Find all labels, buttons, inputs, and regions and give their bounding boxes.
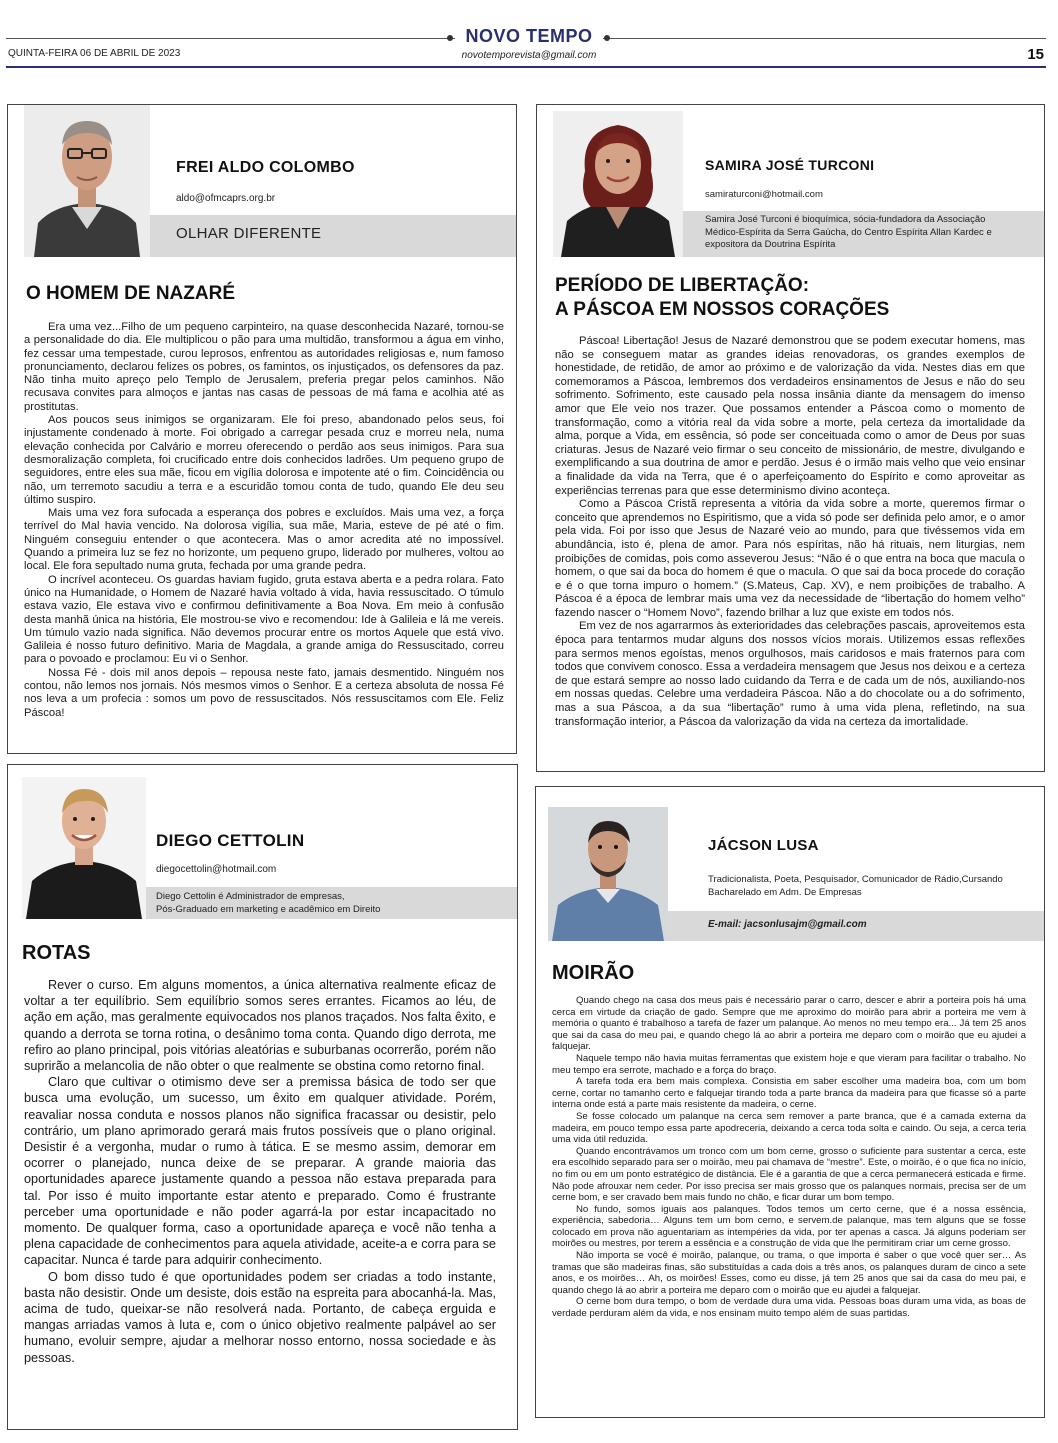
article-box-moirao bbox=[535, 786, 1045, 1418]
article-body bbox=[555, 335, 1025, 729]
author-email: E-mail: jacsonlusajm@gmail.com bbox=[708, 919, 867, 930]
portrait-icon bbox=[548, 807, 668, 941]
author-email: aldo@ofmcaprs.org.br bbox=[176, 193, 276, 204]
author-photo bbox=[22, 777, 146, 919]
article-body bbox=[24, 321, 504, 720]
paragraph: O bom disso tudo é que oportunidades podem ser criadas a todo instante, basta não desistir. Onde um desiste, dois estão na espreita para abocanhá-la. Mas, acima de tudo, queixar-se não resolverá nada. Portanto, de cabeça erguida e mangas arriadas vamos à luta e, com o único objetivo realmente palpável ao ser humano, evoluir sempre, ajudar a melhorar nosso entorno, nossa sociedade e às pessoas. bbox=[24, 1269, 496, 1365]
portrait-icon bbox=[22, 777, 146, 919]
portrait-icon bbox=[24, 105, 150, 257]
paragraph: No fundo, somos iguais aos palanques. Todos temos um certo cerne, que é a nossa essência, experiência, sabedoria… Alguns tem um bom cerno, e servem.de palanque, mas tem alguns que se fosse colocado em prova não aguentariam as intempéries da vida, por ter apenas a casca. Já alguns poderiam ser moirões ou mestres, por terem a essência e a construção de vida que lhe permitiram criar um cerne grosso. bbox=[552, 1203, 1026, 1250]
author-photo bbox=[553, 111, 683, 257]
column-name: OLHAR DIFERENTE bbox=[176, 225, 322, 242]
paragraph: O incrível aconteceu. Os guardas haviam fugido, gruta estava aberta e a pedra rolara. Fato único na Humanidade, o Homem de Nazaré havia voltado à vida, havia ressuscitado. O túmulo estava vazio, Ele estava vivo e confirmou definitivamente a Boa Nova. Em meio à confusão desta manhã única na história, Ele mostrou-se vivo e recomendou: Ide à Galileia e lá me vereis. Um túmulo vazio nada significa. Não devemos procurar entre os mortos Aquele que está vivo. Galileia é nosso futuro definitivo. Maria de Magdala, a grande amiga do Ressuscitado, correu para o povoado e proclamou: Eu vi o Senhor. bbox=[24, 573, 504, 666]
author-name: SAMIRA JOSÉ TURCONI bbox=[705, 157, 875, 173]
author-bio-line1: Diego Cettolin é Administrador de empresas, bbox=[156, 891, 345, 902]
paragraph: Naquele tempo não havia muitas ferramentas que existem hoje e que vieram para facilitar o trabalho. No meu tempo era serrote, machado e a força do braço. bbox=[552, 1052, 1026, 1076]
masthead bbox=[0, 0, 1058, 70]
author-bio: Tradicionalista, Poeta, Pesquisador, Comunicador de Rádio,Cursando Bacharelado em Adm. De Empresas bbox=[708, 874, 1003, 898]
paragraph: Quando chego na casa dos meus pais é necessário parar o carro, descer e abrir a porteira pois há uma cerca em virtude da criação de gado. Sempre que me aproximo do moirão para abrir a porteira me vem à memória o quanto é trabalhoso a tarefa de fazer um palanque. Ao menos no meu tempo era... Já tem 25 anos que sai da casa do meu pai, e quando chego lá ao abrir a porteira me deparo com o moirão que eu ajudei a falquejar. bbox=[552, 995, 1026, 1053]
paragraph: O cerne bom dura tempo, o bom de verdade dura uma vida. Pessoas boas duram uma vida, as boas de verdade perduram além da vida, e nos ensinam muito tempo além de suas partidas. bbox=[552, 1296, 1026, 1320]
article-box-periodo-de-libertacao bbox=[536, 104, 1045, 772]
newspaper-title: NOVO TEMPO bbox=[0, 26, 1058, 47]
paragraph: A tarefa toda era bem mais complexa. Consistia em saber escolher uma madeira boa, com um bom cerne, cortar no tamanho certo e falquejar tirando toda a parte branca da madeira para que ficasse só a parte interna onde está a parte mais resistente da madeira, o cerne. bbox=[552, 1076, 1026, 1111]
article-title: ROTAS bbox=[22, 942, 91, 964]
author-bio: Samira José Turconi é bioquímica, sócia-fundadora da Associação Médico-Espírita da Serra Gaúcha, do Centro Espírita Allan Kardec e expositora da Doutrina Espírita bbox=[705, 214, 992, 250]
masthead-rule-bottom bbox=[6, 66, 1046, 68]
article-title-line1: PERÍODO DE LIBERTAÇÃO: bbox=[555, 275, 810, 296]
newspaper-email: novotemporevista@gmail.com bbox=[461, 50, 597, 61]
page-number: 15 bbox=[1027, 46, 1044, 63]
paragraph: Se fosse colocado um palanque na cerca sem remover a parte branca, que é a camada externa da madeira, em pouco tempo essa parte apodreceria, deixando a cerca toda solta e caindo. Ou seja, a cerca teria uma vida útil reduzida. bbox=[552, 1110, 1026, 1146]
paragraph: Rever o curso. Em alguns momentos, a única alternativa realmente eficaz de voltar a ter equilíbrio. Sem equilíbrio somos seres errantes. Ficamos ao léu, de ação em ação, mas geralmente equivocados nos planos traçados. Nos falta êxito, e quando a derrota se torna rotina, o desânimo toma conta. Quando digo derrota, me refiro ao plano principal, pois vitórias aleatórias e suburbanas ocorrerão, porém não suprirão a melancolia de não obter o que realmente se obstina como retorno final. bbox=[24, 978, 496, 1074]
article-body bbox=[24, 977, 496, 1366]
author-photo bbox=[24, 105, 150, 257]
author-email: samiraturconi@hotmail.com bbox=[705, 189, 823, 200]
author-photo bbox=[548, 807, 668, 941]
author-name: DIEGO CETTOLIN bbox=[156, 831, 305, 850]
article-title: MOIRÃO bbox=[552, 962, 635, 984]
paragraph: Aos poucos seus inimigos se organizaram. Ele foi preso, abandonado pelos seus, foi injustamente condenado à morte. Foi obrigado a carregar pesada cruz e morreu nela, numa elevação conhecida por Calvário e morreu oferecendo o perdão aos seus inimigos. Para sua desmoralização completa, foi crucificado entre dois conhecidos ladrões. Um pequeno grupo de seguidores, entre eles sua mãe, ficou em vigília dolorosa e impotente até o fim. Coincidência ou não, um terremoto sacudiu a terra e a escuridão tomou conta de tudo, quando Ele deu seu último suspiro. bbox=[24, 414, 504, 506]
article-title: O HOMEM DE NAZARÉ bbox=[26, 283, 235, 304]
paragraph: Páscoa! Libertação! Jesus de Nazaré demonstrou que se podem executar homens, mas não se conseguem matar as grandes ideias renovadoras, os grandes exemplos de honestidade, de retidão, de amor ao próximo e de valorização da vida. Nestes dias em que comemoramos a Páscoa, lembremos dos verdadeiros ensinamentos de Jesus e não do seu sofrimento. Sofrimento, este causado pela nossa insânia diante da mensagem do imenso amor que Ele veio nos trazer. Que possamos entender a Páscoa como o momento de transformação, como a vitória real da vida sobre a morte, pela certeza da imortalidade da alma, porque a Vida, em essência, só pode ser conceituada como o amor de Deus por suas criaturas. Jesus de Nazaré veio firmar o seu conceito de missionário, de mestre, divulgando e exemplificando a sua doutrina de amor e perdão. Jesus é o irmão mais velho que veio ensinar a finalidade da vida na Terra, que é o aperfeiçoamento do Espírito e como aproveitar as experiências terrenas para que esse determinismo divino aconteça. bbox=[555, 335, 1025, 497]
issue-date: QUINTA-FEIRA 06 DE ABRIL DE 2023 bbox=[8, 48, 181, 59]
article-box-homem-de-nazare bbox=[7, 104, 517, 754]
portrait-icon bbox=[553, 111, 683, 257]
paragraph: Quando encontrávamos um tronco com um bom cerne, grosso o suficiente para sustentar a cerca, este era escolhido separado para ser o moirão, meu pai chamava de “mestre”. Este, o moirão, é o que fica no início, no fim ou em um ponto estratégico de distância. Ele é a garantia de que a cerca permanecerá esticada e firme. Não pode afrouxar nem ceder. Por isso precisa ser mais grosso que os palanques normais, precisa ser de um cerne bom, e ser cravado bem mais fundo no chão, e ficar durar um bom tempo. bbox=[552, 1145, 1026, 1204]
author-name: JÁCSON LUSA bbox=[708, 837, 819, 854]
article-body bbox=[552, 995, 1026, 1320]
article-title-line2: A PÁSCOA EM NOSSOS CORAÇÕES bbox=[555, 299, 890, 320]
paragraph: Claro que cultivar o otimismo deve ser a premissa básica de todo ser que busca uma evolução, um sucesso, um êxito em qualquer atividade. Porém, reavaliar nossa conduta e nossos planos não significa fracassar ou desistir, pelo contrário, um plano aprimorado gerará mais frutos possíveis que o plano original. Desistir é a vergonha, mudar o rumo à tática. E se mesmo assim, demorar em ocorrer o planejado, nunca deixe de se preparar. A grande maioria das oportunidades aparece justamente quando a pessoa não estava preparada para tal. Por isso é muito importante estar atento e preparado. Como é frustrante perceber uma oportunidade e não poder agarrá-la por estar incapacitado no momento. De qualquer forma, caso a oportunidade apareça e você não tenha a plena capacidade de conhecimentos para aquela atividade, aceite-a e corra para se capacitar. Nunca é tarde para adquirir conhecimento. bbox=[24, 1075, 496, 1268]
paragraph: Mais uma vez fora sufocada a esperança dos pobres e excluídos. Mais uma vez, a força terrível do Mal havia vencido. Na dolorosa vigília, sua mãe, Maria, esteve de pé até o fim. Ninguém conseguiu entender o que acontecera. Mas o amor acredita até no impossível. Quando a primeira luz se fez no horizonte, um pequeno grupo, liderado por mulheres, voltou ao local. Ele fora sepultado numa gruta, fechada por uma grande pedra. bbox=[24, 507, 504, 573]
paragraph: Não importa se você é moirão, palanque, ou trama, o que importa é saber o que você quer ser… As tramas que são madeiras finas, são substituídas a cada dois a três anos, os palanques duram de cinco a sete anos, e os moirões… Ah, os moirões! Esses, como eu disse, já tem 25 anos que sai da casa do meu pai, e quando chego lá ao abrir a porteira me deparo com o moirão que eu ajudei a falquejar. bbox=[552, 1250, 1026, 1296]
article-box-rotas bbox=[7, 764, 518, 1430]
paragraph: Era uma vez...Filho de um pequeno carpinteiro, na quase desconhecida Nazaré, tornou-se a personalidade do dia. Ele multiplicou o pão para uma multidão, transformou a água em vinho, fez cessar uma tempestade, curou leprosos, enfrentou as autoridades religiosas e, num famoso pronunciamento, declarou felizes os pobres, os famintos, os injustiçados, os defensores da paz. Não tinha muito apreço pelo Templo de Jerusalem, preferia pregar pelos caminhos. Não recusava convites para almoços e jantas nas casas de pessoas de má fama e acolhia até as prostitutas. bbox=[24, 321, 504, 413]
paragraph: Nossa Fé - dois mil anos depois – repousa neste fato, jamais desmentido. Ninguém nos contou, não lemos nos jornais. Nós mesmos vimos o Senhor. E a certeza absoluta de nossa Fé nos leva a um profecia : somos um povo de ressuscitados. Nós ressuscitamos com Ele. Feliz Páscoa! bbox=[24, 666, 504, 719]
paragraph: Em vez de nos agarrarmos às exterioridades das celebrações pascais, aproveitemos esta época para tentarmos mudar alguns dos nossos vícios morais. Utilizemos essas reflexões para sermos menos egoístas, menos orgulhosos, mais caridosos e mais fraternos para com todos que convivem conosco. Essa a verdadeira mensagem que Jesus nos deixou e a certeza de que estará sempre ao nosso lado cuidando da Terra e de cada um de nós, auxiliando-nos em nossas quedas. Celebre uma verdadeira Páscoa. Não a do chocolate ou a do sofrimento, mas a sua Páscoa, a da sua “libertação” rumo à uma vida plena, refletindo, na sua transformação interior, a Páscoa da valorização da vida na certeza da imortalidade. bbox=[555, 620, 1025, 728]
paragraph: Como a Páscoa Cristã representa a vitória da vida sobre a morte, queremos firmar o conceito que aprendemos no Espiritismo, que a vida só pode ser definida pelo amor, e o amor pela vida. Foi por isso que Jesus de Nazaré veio ao mundo, para que tivéssemos vida em abundância, isto é, plena de amor. Para nós espíritas, não há rituais, nem liturgias, nem proibições de comidas, pois como asseverou Jesus: “Não é o que entra na boca que macula o homem, o que sai da boca do homem é que o macula. O que sai da boca procede do coração e é o que torna impuro o homem.” (S.Mateus, Cap. XV), e nem proibições de trabalho. A Páscoa é a época de lembrar mais uma vez da necessidade de “libertação do homem velho” fazendo nascer o “Homem Novo”, fazendo brilhar a luz que existe em todos nós. bbox=[555, 498, 1025, 619]
author-name: FREI ALDO COLOMBO bbox=[176, 159, 355, 176]
author-bio-line2: Pós-Graduado em marketing e acadêmico em Direito bbox=[156, 904, 381, 915]
author-email: diegocettolin@hotmail.com bbox=[156, 864, 277, 875]
